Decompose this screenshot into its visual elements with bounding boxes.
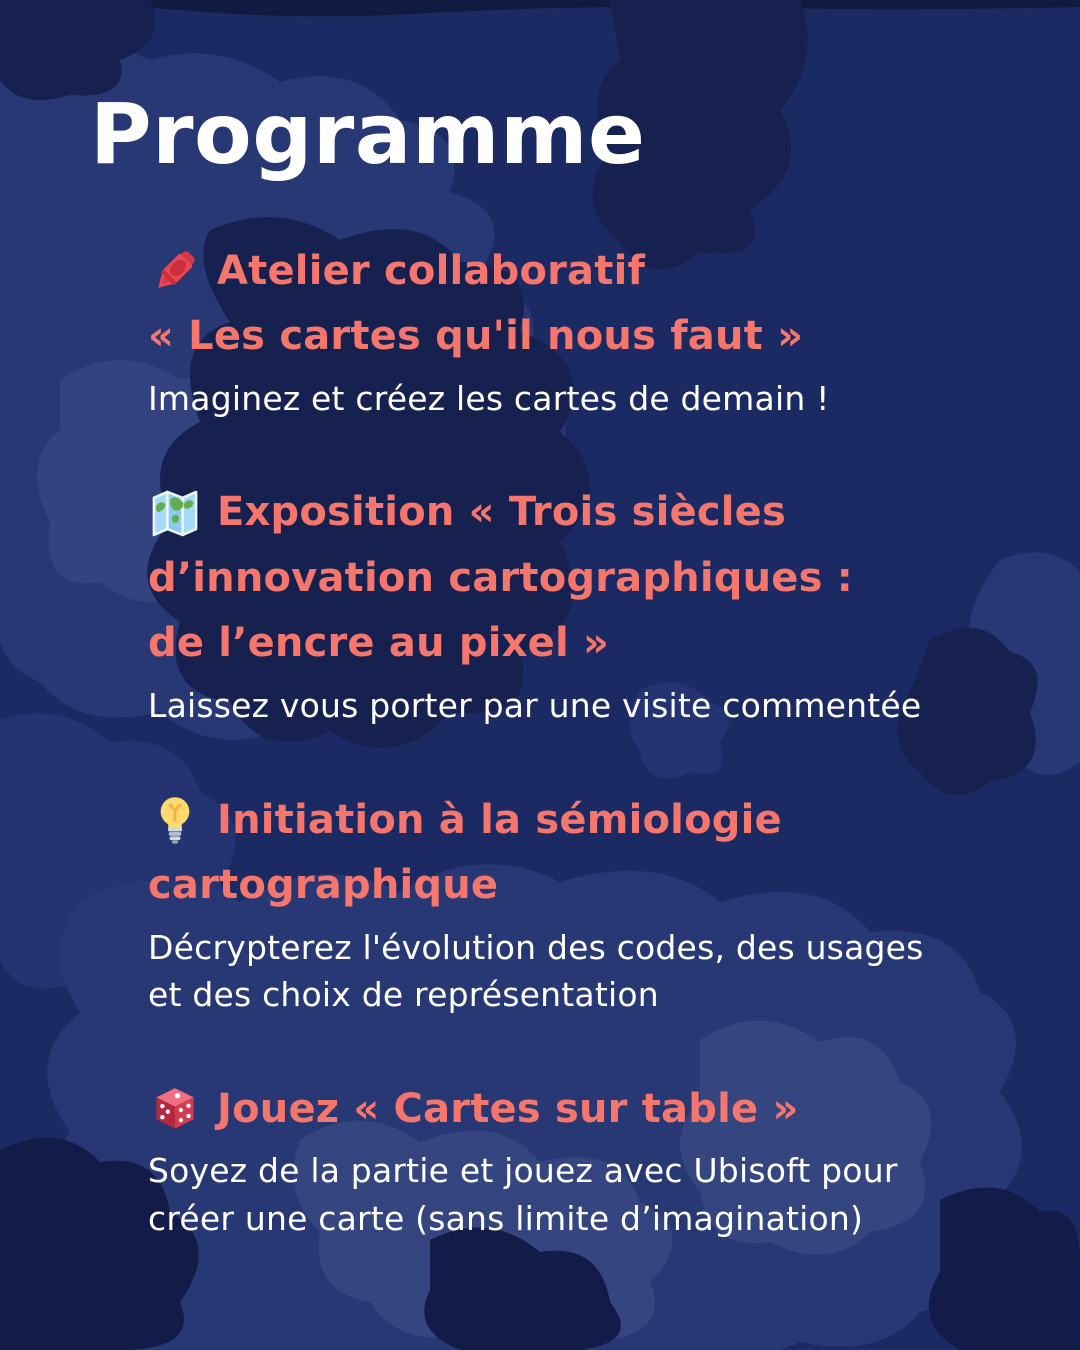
item-description bbox=[148, 924, 1020, 1019]
heading-line bbox=[148, 788, 1020, 854]
description-line: et des choix de représentation bbox=[148, 975, 659, 1015]
description-line: Décrypterez l'évolution des codes, des usages bbox=[148, 927, 924, 967]
heading-text: Jouez « Cartes sur table » bbox=[217, 1085, 799, 1132]
program-item-exposition bbox=[148, 480, 1020, 729]
item-heading bbox=[148, 788, 1020, 919]
program-item-initiation bbox=[148, 788, 1020, 1019]
program-item-jeu bbox=[148, 1077, 1020, 1243]
item-heading bbox=[148, 1077, 1020, 1143]
description-line: créer une carte (sans limite d’imagination) bbox=[148, 1198, 864, 1238]
page-title: Programme bbox=[90, 85, 646, 183]
heading-text: Atelier collaboratif bbox=[217, 247, 646, 294]
heading-line bbox=[148, 480, 1020, 546]
heading-line bbox=[148, 239, 1020, 305]
world-map-icon bbox=[148, 486, 202, 540]
heading-line: « Les cartes qu'il nous faut » bbox=[148, 313, 804, 360]
crayon-icon bbox=[148, 244, 202, 298]
program-item-atelier bbox=[148, 239, 1020, 423]
heading-text: Exposition « Trois siècles bbox=[217, 489, 786, 536]
game-die-icon bbox=[148, 1083, 202, 1137]
light-bulb-icon bbox=[148, 793, 202, 847]
item-heading bbox=[148, 480, 1020, 677]
heading-text: Initiation à la sémiologie bbox=[217, 796, 782, 843]
item-description bbox=[148, 1147, 1020, 1242]
heading-line: de l’encre au pixel » bbox=[148, 620, 610, 667]
description-line: Soyez de la partie et jouez avec Ubisoft pour bbox=[148, 1151, 898, 1191]
description-line: Laissez vous porter par une visite commentée bbox=[148, 686, 922, 726]
heading-line bbox=[148, 1077, 1020, 1143]
description-line: Imaginez et créez les cartes de demain ! bbox=[148, 378, 830, 418]
item-heading bbox=[148, 239, 1020, 370]
item-description bbox=[148, 375, 1020, 423]
heading-line: d’innovation cartographiques : bbox=[148, 554, 853, 601]
program-list bbox=[148, 239, 1020, 1243]
item-description bbox=[148, 682, 1020, 730]
heading-line: cartographique bbox=[148, 862, 499, 909]
